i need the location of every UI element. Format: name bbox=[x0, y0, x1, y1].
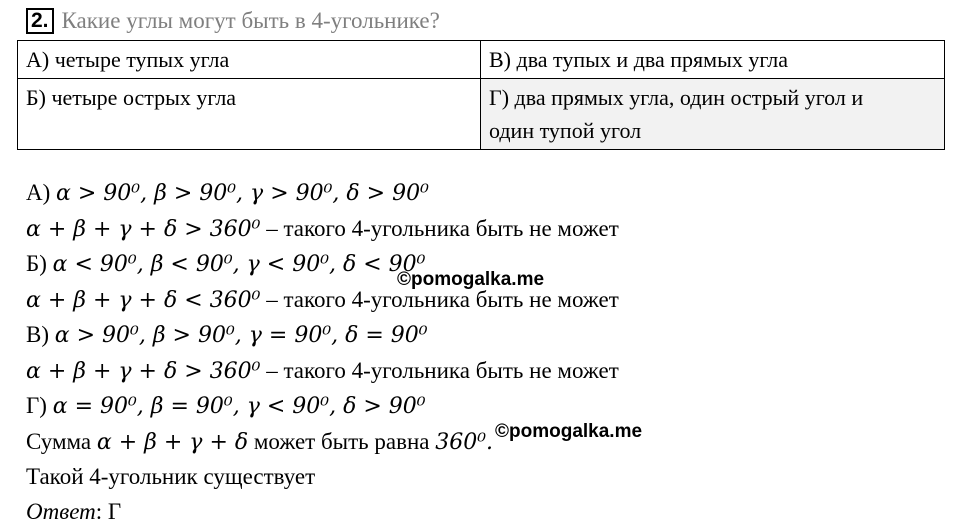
task-question: Какие углы могут быть в 4-угольнике? bbox=[62, 8, 440, 34]
task-header bbox=[26, 8, 440, 34]
option-g-line1: Г) два прямых угла, один острый угол и bbox=[489, 81, 936, 114]
watermark-1: ©pomogalka.me bbox=[397, 269, 544, 291]
solution-line-9: Такой 4-угольник существует bbox=[26, 460, 619, 495]
conclusion-b: – такого 4-угольника быть не может bbox=[260, 287, 618, 312]
math-condition-g: α = 90⁰, β = 90⁰, γ < 90⁰, δ > 90⁰ bbox=[53, 394, 426, 419]
math-condition-v: α > 90⁰, β > 90⁰, γ = 90⁰, δ = 90⁰ bbox=[55, 323, 428, 348]
conclusion-v: – такого 4-угольника быть не может bbox=[260, 358, 618, 383]
sum-text: может быть равна bbox=[248, 429, 435, 454]
options-table bbox=[17, 40, 945, 150]
watermark-2: ©pomogalka.me bbox=[495, 421, 642, 443]
option-v: В) два тупых и два прямых угла bbox=[481, 41, 945, 79]
task-number: 2. bbox=[26, 8, 54, 34]
math-sum-a: α + β + γ + δ > 360⁰ bbox=[26, 217, 260, 242]
conclusion-a: – такого 4-угольника быть не может bbox=[260, 216, 618, 241]
solution-line-7 bbox=[26, 389, 619, 425]
solution-line-5 bbox=[26, 318, 619, 354]
sum-prefix: Сумма bbox=[26, 429, 97, 454]
math-sum-g: α + β + γ + δ bbox=[97, 430, 248, 455]
solution-line-1 bbox=[26, 176, 619, 212]
case-label-a: А) bbox=[26, 180, 56, 205]
options-row bbox=[18, 79, 945, 150]
solution bbox=[26, 176, 619, 529]
options-row bbox=[18, 41, 945, 79]
option-b: Б) четыре острых угла bbox=[18, 79, 481, 150]
answer-line bbox=[26, 495, 619, 529]
solution-line-2 bbox=[26, 212, 619, 248]
math-condition-b: α < 90⁰, β < 90⁰, γ < 90⁰, δ < 90⁰ bbox=[53, 252, 426, 277]
case-label-b: Б) bbox=[26, 251, 53, 276]
option-g-line2: один тупой угол bbox=[489, 114, 936, 147]
option-g bbox=[481, 79, 945, 150]
solution-line-6 bbox=[26, 354, 619, 390]
math-sum-b: α + β + γ + δ < 360⁰ bbox=[26, 288, 260, 313]
math-sum-v: α + β + γ + δ > 360⁰ bbox=[26, 359, 260, 384]
case-label-v: В) bbox=[26, 322, 55, 347]
answer-label: Ответ bbox=[26, 499, 96, 524]
math-condition-a: α > 90⁰, β > 90⁰, γ > 90⁰, δ > 90⁰ bbox=[56, 181, 429, 206]
answer-value: : Г bbox=[96, 499, 121, 524]
sum-value: 360⁰. bbox=[435, 430, 493, 455]
case-label-g: Г) bbox=[26, 393, 53, 418]
option-a: А) четыре тупых угла bbox=[18, 41, 481, 79]
